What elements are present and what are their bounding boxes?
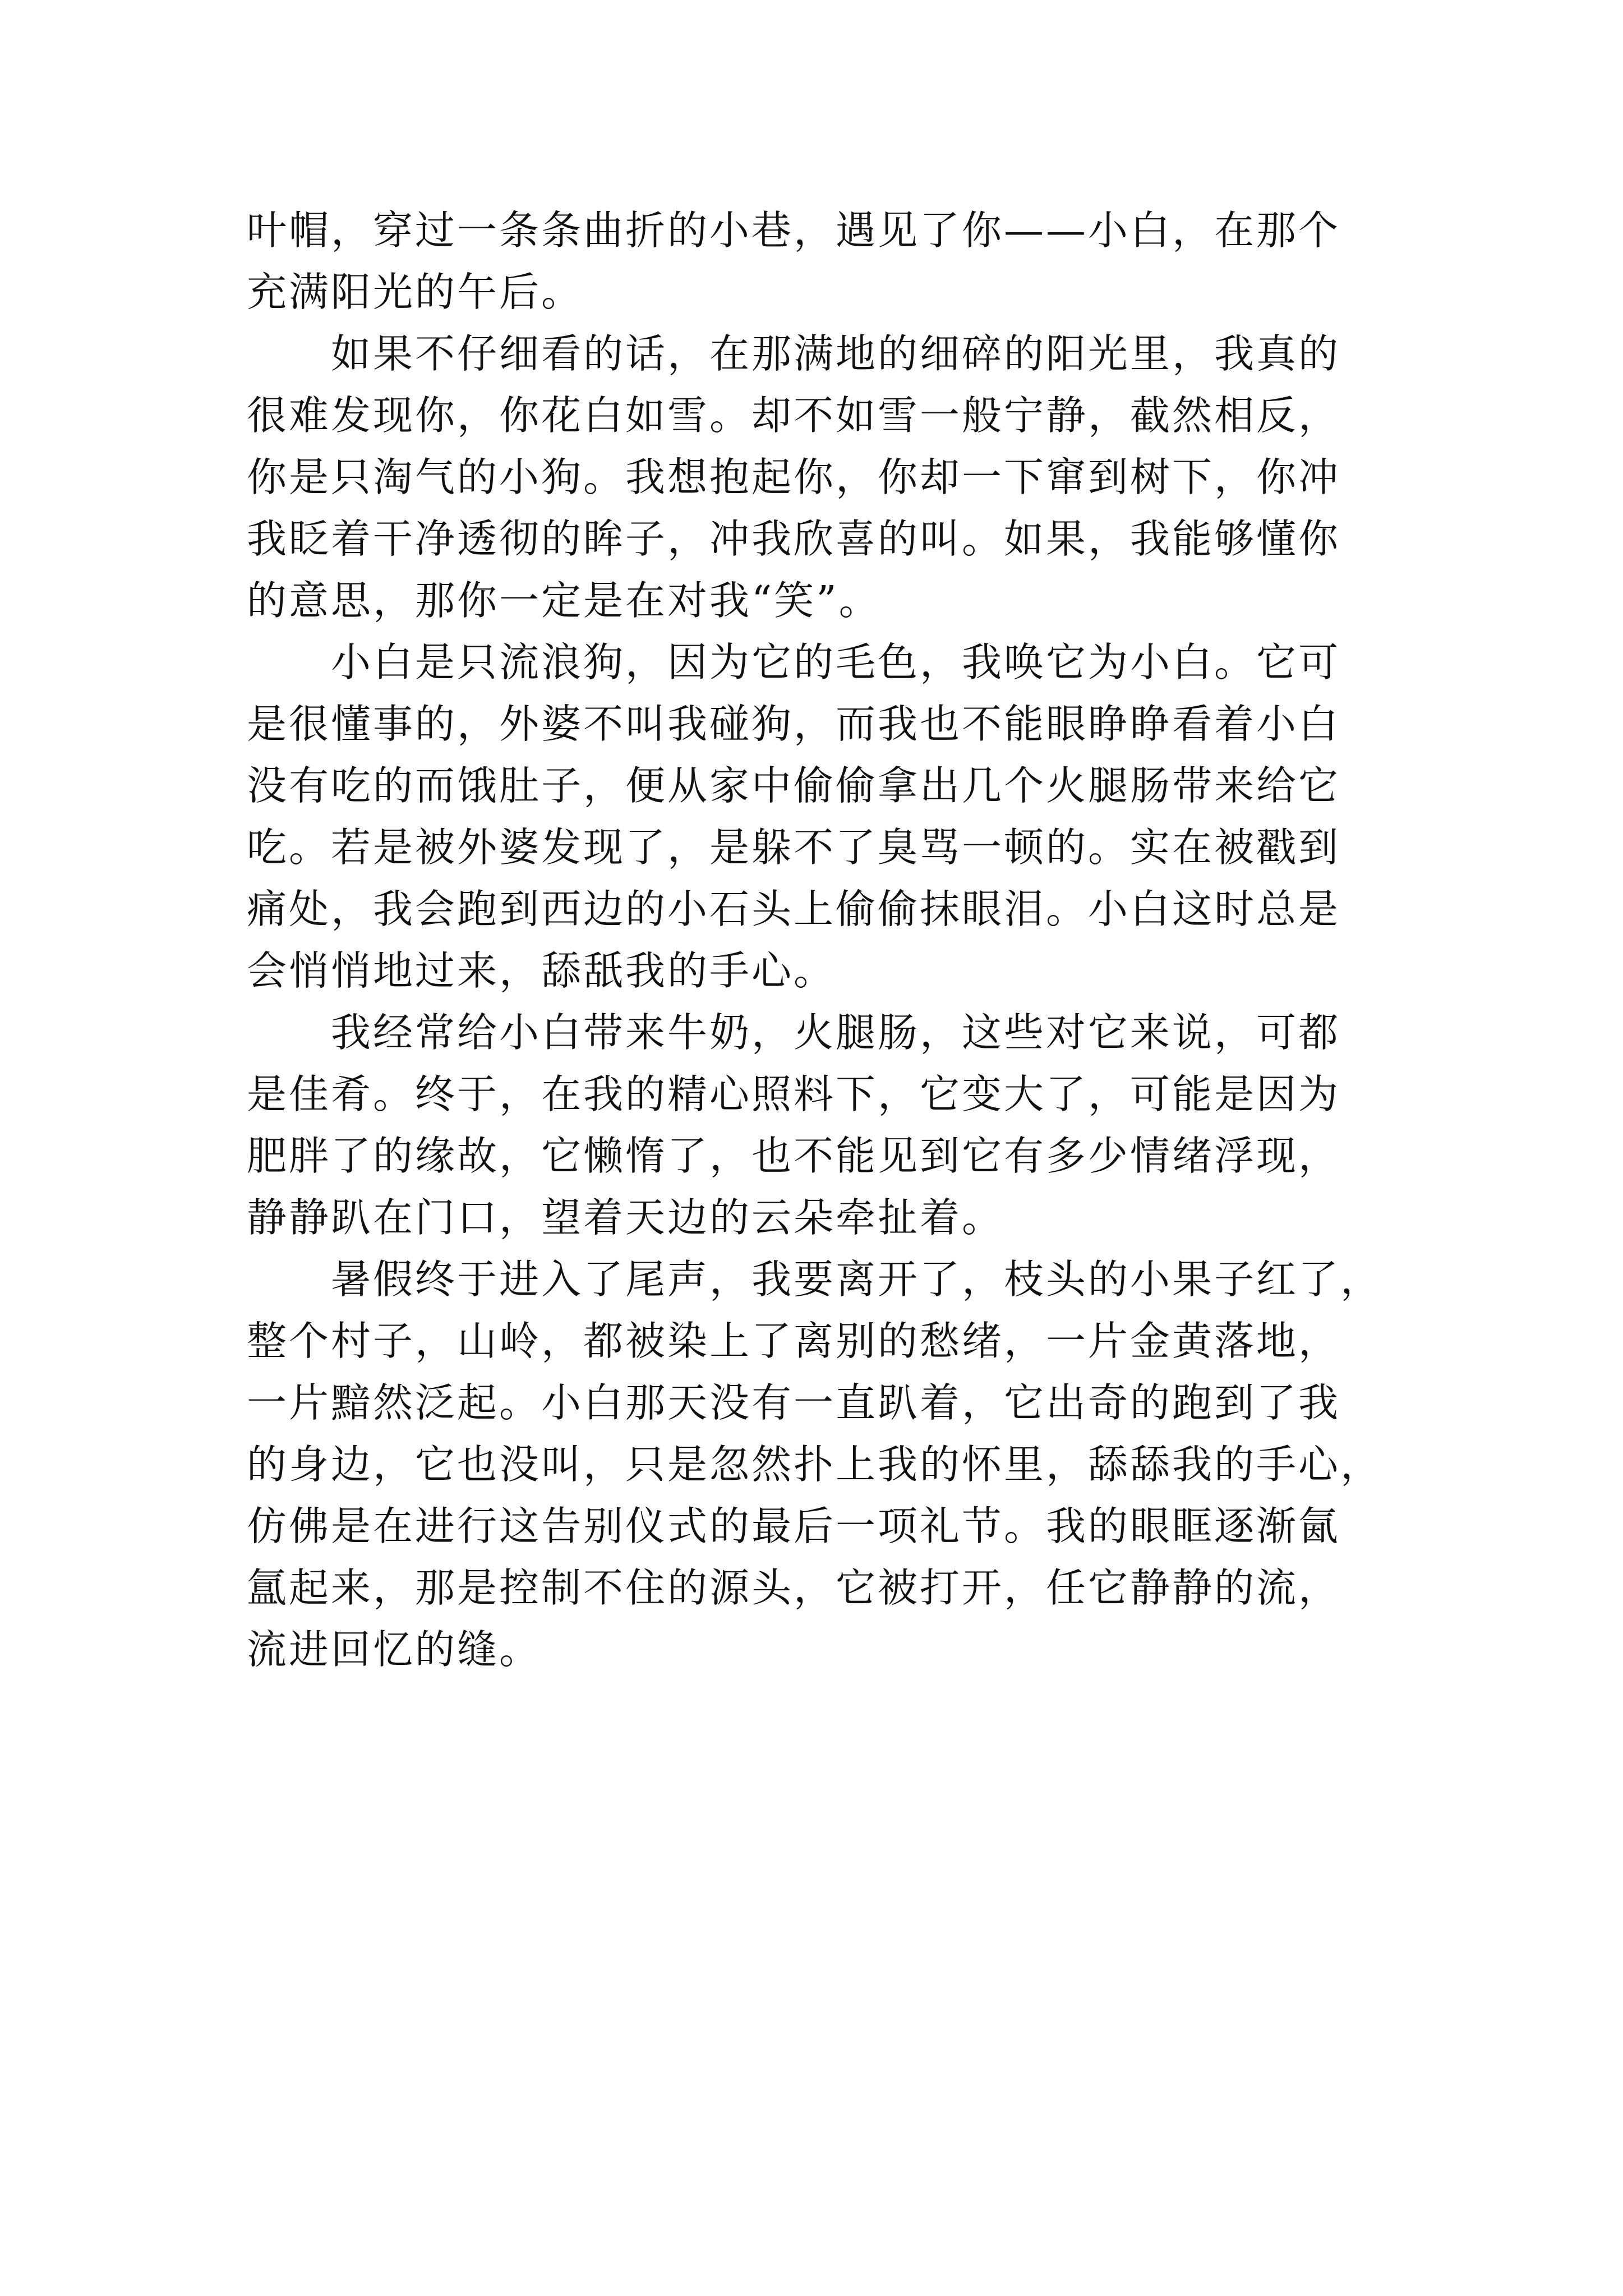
- text-line: 小白是只流浪狗，因为它的毛色，我唤它为小白。它可: [331, 639, 1341, 685]
- text-line: 充满阳光的午后。: [247, 269, 584, 315]
- paragraph-4: [247, 1002, 1380, 1249]
- text-line: 没有吃的而饿肚子，便从家中偷偷拿出几个火腿肠带来给它: [247, 762, 1341, 809]
- text-line: 整个村子，山岭，都被染上了离别的愁绪，一片金黄落地，: [247, 1318, 1341, 1364]
- text-line: 叶帽，穿过一条条曲折的小巷，遇见了你——小白，在那个: [247, 207, 1341, 254]
- text-line: 很难发现你，你花白如雪。却不如雪一般宁静，截然相反，: [247, 392, 1341, 439]
- text-line: 如果不仔细看的话，在那满地的细碎的阳光里，我真的: [331, 330, 1341, 377]
- paragraph-1: [247, 200, 1380, 323]
- paragraph-2: [247, 323, 1380, 632]
- paragraph-3: [247, 632, 1380, 1002]
- text-line: 静静趴在门口，望着天边的云朵牵扯着。: [247, 1194, 1004, 1241]
- text-line: 我眨着干净透彻的眸子，冲我欣喜的叫。如果，我能够懂你: [247, 516, 1341, 562]
- paragraph-5: [247, 1249, 1383, 1681]
- text-line: 你是只淘气的小狗。我想抱起你，你却一下窜到树下，你冲: [247, 454, 1341, 500]
- essay-body: [247, 200, 1383, 1681]
- text-line: 痛处，我会跑到西边的小石头上偷偷抹眼泪。小白这时总是: [247, 886, 1341, 932]
- text-line: 会悄悄地过来，舔舐我的手心。: [247, 947, 836, 994]
- text-line: 流进回忆的缝。: [247, 1626, 542, 1673]
- text-line: 肥胖了的缘故，它懒惰了，也不能见到它有多少情绪浮现，: [247, 1133, 1341, 1179]
- text-line: 是佳肴。终于，在我的精心照料下，它变大了，可能是因为: [247, 1071, 1341, 1117]
- text-line: 氲起来，那是控制不住的源头，它被打开，任它静静的流，: [247, 1565, 1341, 1611]
- text-line: 是很懂事的，外婆不叫我碰狗，而我也不能眼睁睁看着小白: [247, 701, 1341, 747]
- text-line: 一片黯然泛起。小白那天没有一直趴着，它出奇的跑到了我: [247, 1379, 1341, 1426]
- text-line: 吃。若是被外婆发现了，是躲不了臭骂一顿的。实在被戳到: [247, 824, 1341, 871]
- text-line: 我经常给小白带来牛奶，火腿肠，这些对它来说，可都: [331, 1009, 1341, 1056]
- text-line: 暑假终于进入了尾声，我要离开了，枝头的小果子红了，: [331, 1256, 1383, 1303]
- text-line: 仿佛是在进行这告别仪式的最后一项礼节。我的眼眶逐渐氤: [247, 1503, 1341, 1549]
- text-line: 的意思，那你一定是在对我“笑”。: [247, 577, 881, 624]
- text-line: 的身边，它也没叫，只是忽然扑上我的怀里，舔舔我的手心，: [247, 1441, 1383, 1488]
